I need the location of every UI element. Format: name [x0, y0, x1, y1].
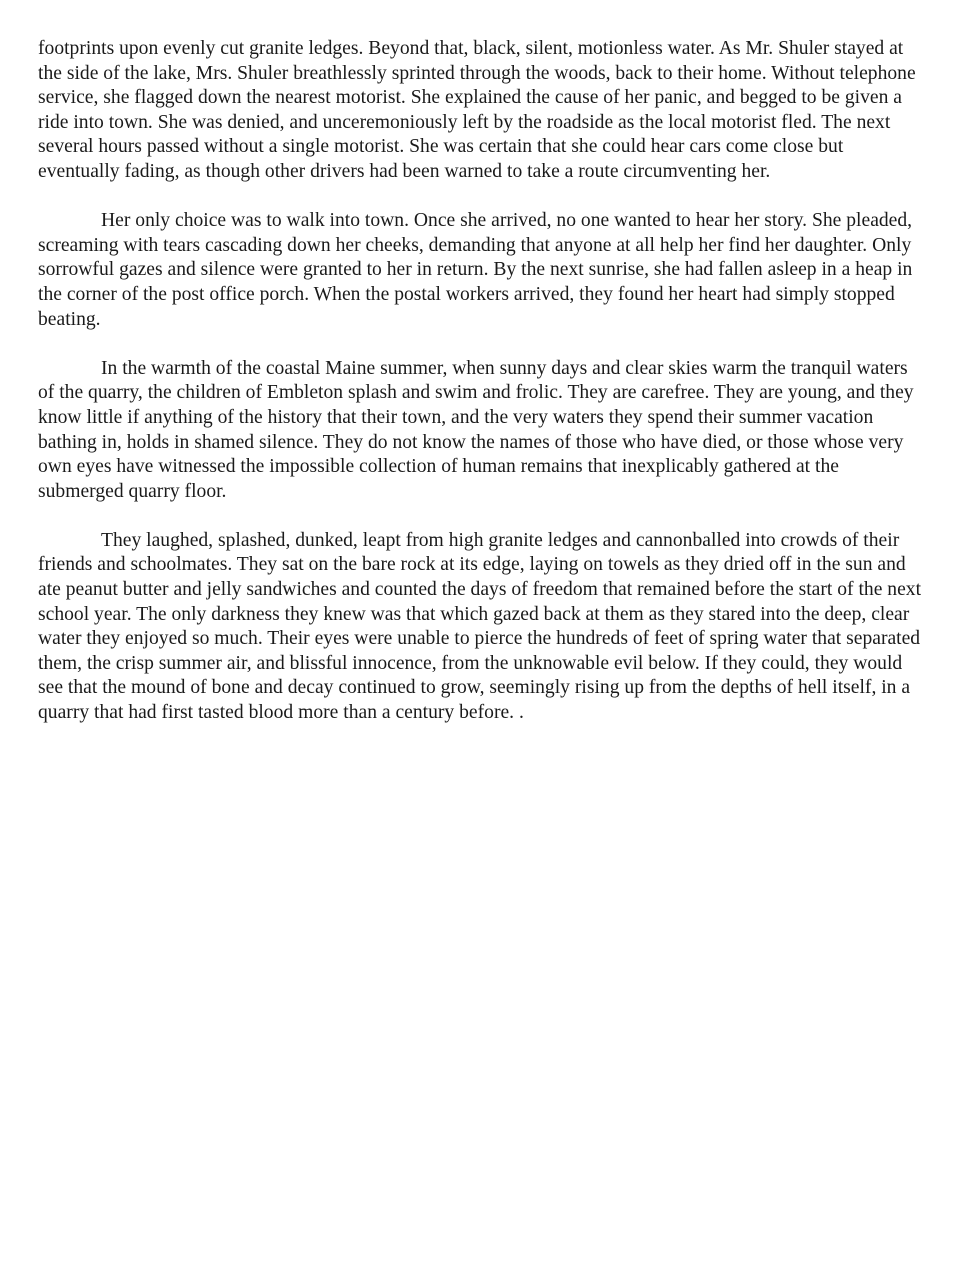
paragraph-walk-into-town: Her only choice was to walk into town. Once she arrived, no one wanted to hear her story. She pleaded, screaming with tears cascading down her cheeks, demanding that anyone at all help her find her daughter. Only sorrowful gazes and silence were granted to her in return. By the next sunrise, she had fallen asleep in a heap in the corner of the post office porch. When the postal workers arrived, they found her heart had simply stopped beating. [38, 210, 913, 330]
paragraph-continuation: footprints upon evenly cut granite ledges. Beyond that, black, silent, motionless water. As Mr. Shuler stayed at the side of the lake, Mrs. Shuler breathlessly sprinted through the woods, back to their home. Without telephone service, she flagged down the nearest motorist. She explained the cause of her panic, and begged to be given a ride into town. She was denied, and unceremoniously left by the roadside as the local motorist fled. The next several hours passed without a single motorist. She was certain that she could hear cars come close but eventually fading, as though other drivers had been warned to take a route circumventing her. [38, 38, 916, 182]
paragraph-maine-summer: In the warmth of the coastal Maine summer, when sunny days and clear skies warm the tranquil waters of the quarry, the children of Embleton splash and swim and frolic. They are carefree. They are young, and they know little if anything of the history that their town, and the very waters they spend their summer vacation bathing in, holds in shamed silence. They do not know the names of those who have died, or those whose very own eyes have witnessed the impossible collection of human remains that inexplicably gathered at the submerged quarry floor. [38, 357, 914, 502]
paragraph-children-quarry: They laughed, splashed, dunked, leapt from high granite ledges and cannonballed into crowds of their friends and schoolmates. They sat on the bare rock at its edge, laying on towels as they dried off in the sun and ate peanut butter and jelly sandwiches and counted the days of freedom that remained before the start of the next school year. The only darkness they knew was that which gazed back at them as they stared into the deep, clear water they enjoyed so much. Their eyes were unable to pierce the hundreds of feet of spring water that separated them, the crisp summer air, and blissful innocence, from the unknowable evil below. If they could, they would see that the mound of bone and decay continued to grow, seemingly rising up from the depths of hell itself, in a quarry that had first tasted blood more than a century before. . [38, 529, 922, 724]
document-page [38, 37, 926, 750]
